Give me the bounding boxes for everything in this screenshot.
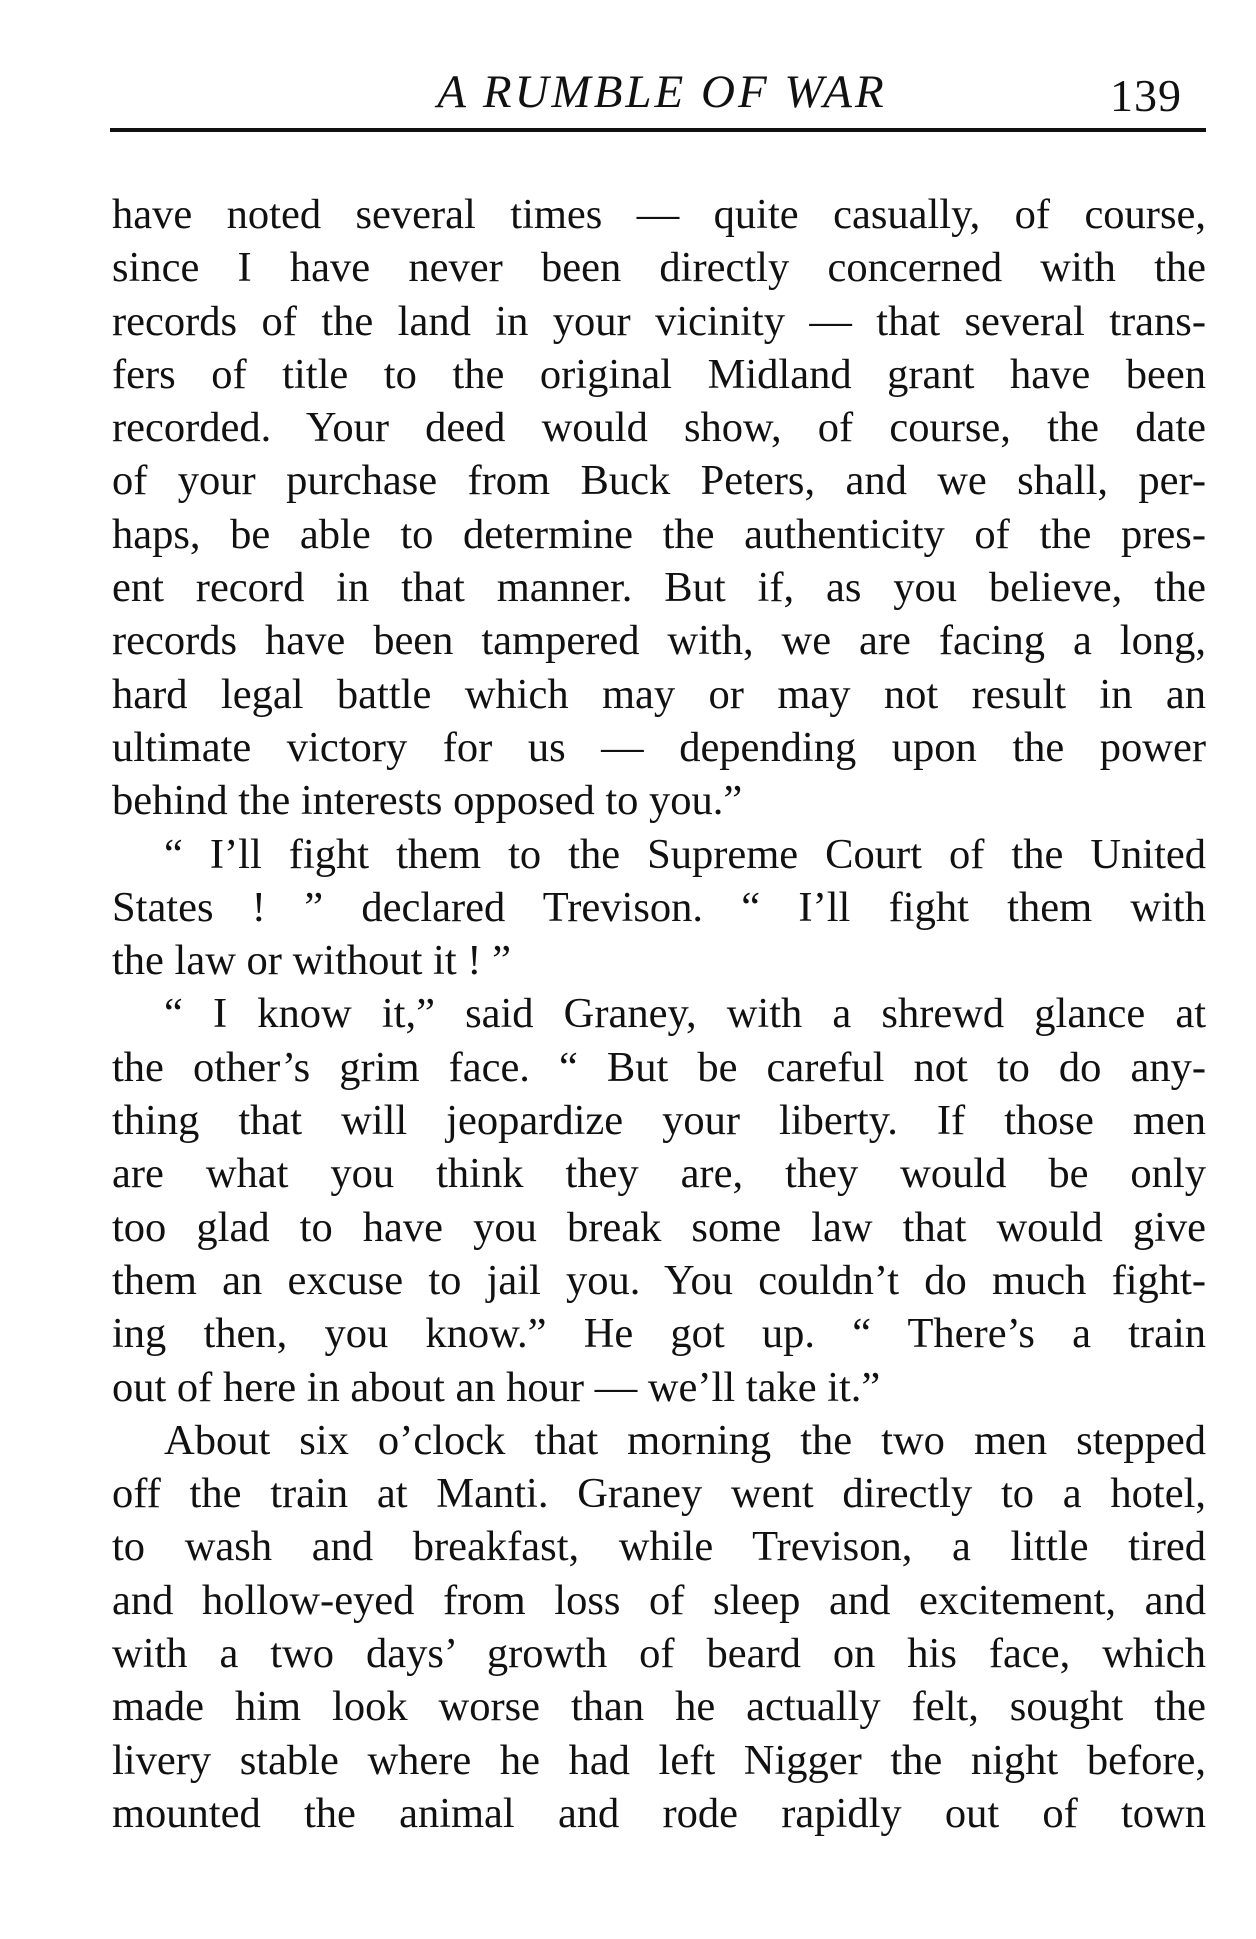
text-line: haps, be able to determine the authenticity of the pres- <box>112 510 1206 558</box>
text-line: with a two days’ growth of beard on his face, which <box>112 1630 1206 1678</box>
text-line: the other’s grim face. “ But be careful not to do any- <box>112 1043 1206 1091</box>
text-line: hard legal battle which may or may not result in an <box>112 670 1206 718</box>
text-line: of your purchase from Buck Peters, and we shall, per- <box>112 457 1206 505</box>
text-line: ent record in that manner. But if, as you believe, the <box>112 564 1206 612</box>
text-line: About six o’clock that morning the two men stepped <box>164 1416 1206 1464</box>
text-line: recorded. Your deed would show, of course, the date <box>112 404 1206 452</box>
text-line: to wash and breakfast, while Trevison, a little tired <box>112 1523 1206 1571</box>
text-line: have noted several times — quite casually, of course, <box>112 191 1206 238</box>
text-line: livery stable where he had left Nigger the night before, <box>112 1736 1206 1784</box>
page-number: 139 <box>1110 70 1182 121</box>
text-line: behind the interests opposed to you.” <box>112 777 743 825</box>
text-line: them an excuse to jail you. You couldn’t do much fight- <box>112 1256 1206 1304</box>
text-line: ultimate victory for us — depending upon the power <box>112 723 1206 771</box>
text-line: records of the land in your vicinity — that several trans- <box>112 297 1206 345</box>
text-line: off the train at Manti. Graney went directly to a hotel, <box>112 1470 1206 1518</box>
text-line: and hollow-eyed from loss of sleep and excitement, and <box>112 1576 1206 1624</box>
text-line: made him look worse than he actually felt, sought the <box>112 1683 1206 1731</box>
text-line: out of here in about an hour — we’ll take it.” <box>112 1363 881 1411</box>
text-line: “ I’ll fight them to the Supreme Court of the United <box>164 830 1206 878</box>
running-title: A RUMBLE OF WAR <box>437 66 887 118</box>
text-line: records have been tampered with, we are facing a long, <box>112 617 1206 665</box>
text-line: too glad to have you break some law that would give <box>112 1203 1206 1251</box>
text-line: the law or without it ! ” <box>112 937 511 985</box>
text-line: fers of title to the original Midland grant have been <box>112 350 1206 398</box>
text-line: “ I know it,” said Graney, with a shrewd glance at <box>164 990 1206 1038</box>
text-line: mounted the animal and rode rapidly out of town <box>112 1789 1206 1837</box>
text-line: thing that will jeopardize your liberty. If those men <box>112 1097 1206 1145</box>
body-text <box>112 188 1206 1840</box>
text-line: ing then, you know.” He got up. “ There’s a train <box>112 1310 1206 1358</box>
text-line: States ! ” declared Trevison. “ I’ll fight them with <box>112 883 1206 931</box>
text-line: are what you think they are, they would be only <box>112 1150 1206 1198</box>
text-line: since I have never been directly concerned with the <box>112 244 1206 292</box>
header-rule <box>110 128 1206 132</box>
running-head <box>112 62 1210 122</box>
